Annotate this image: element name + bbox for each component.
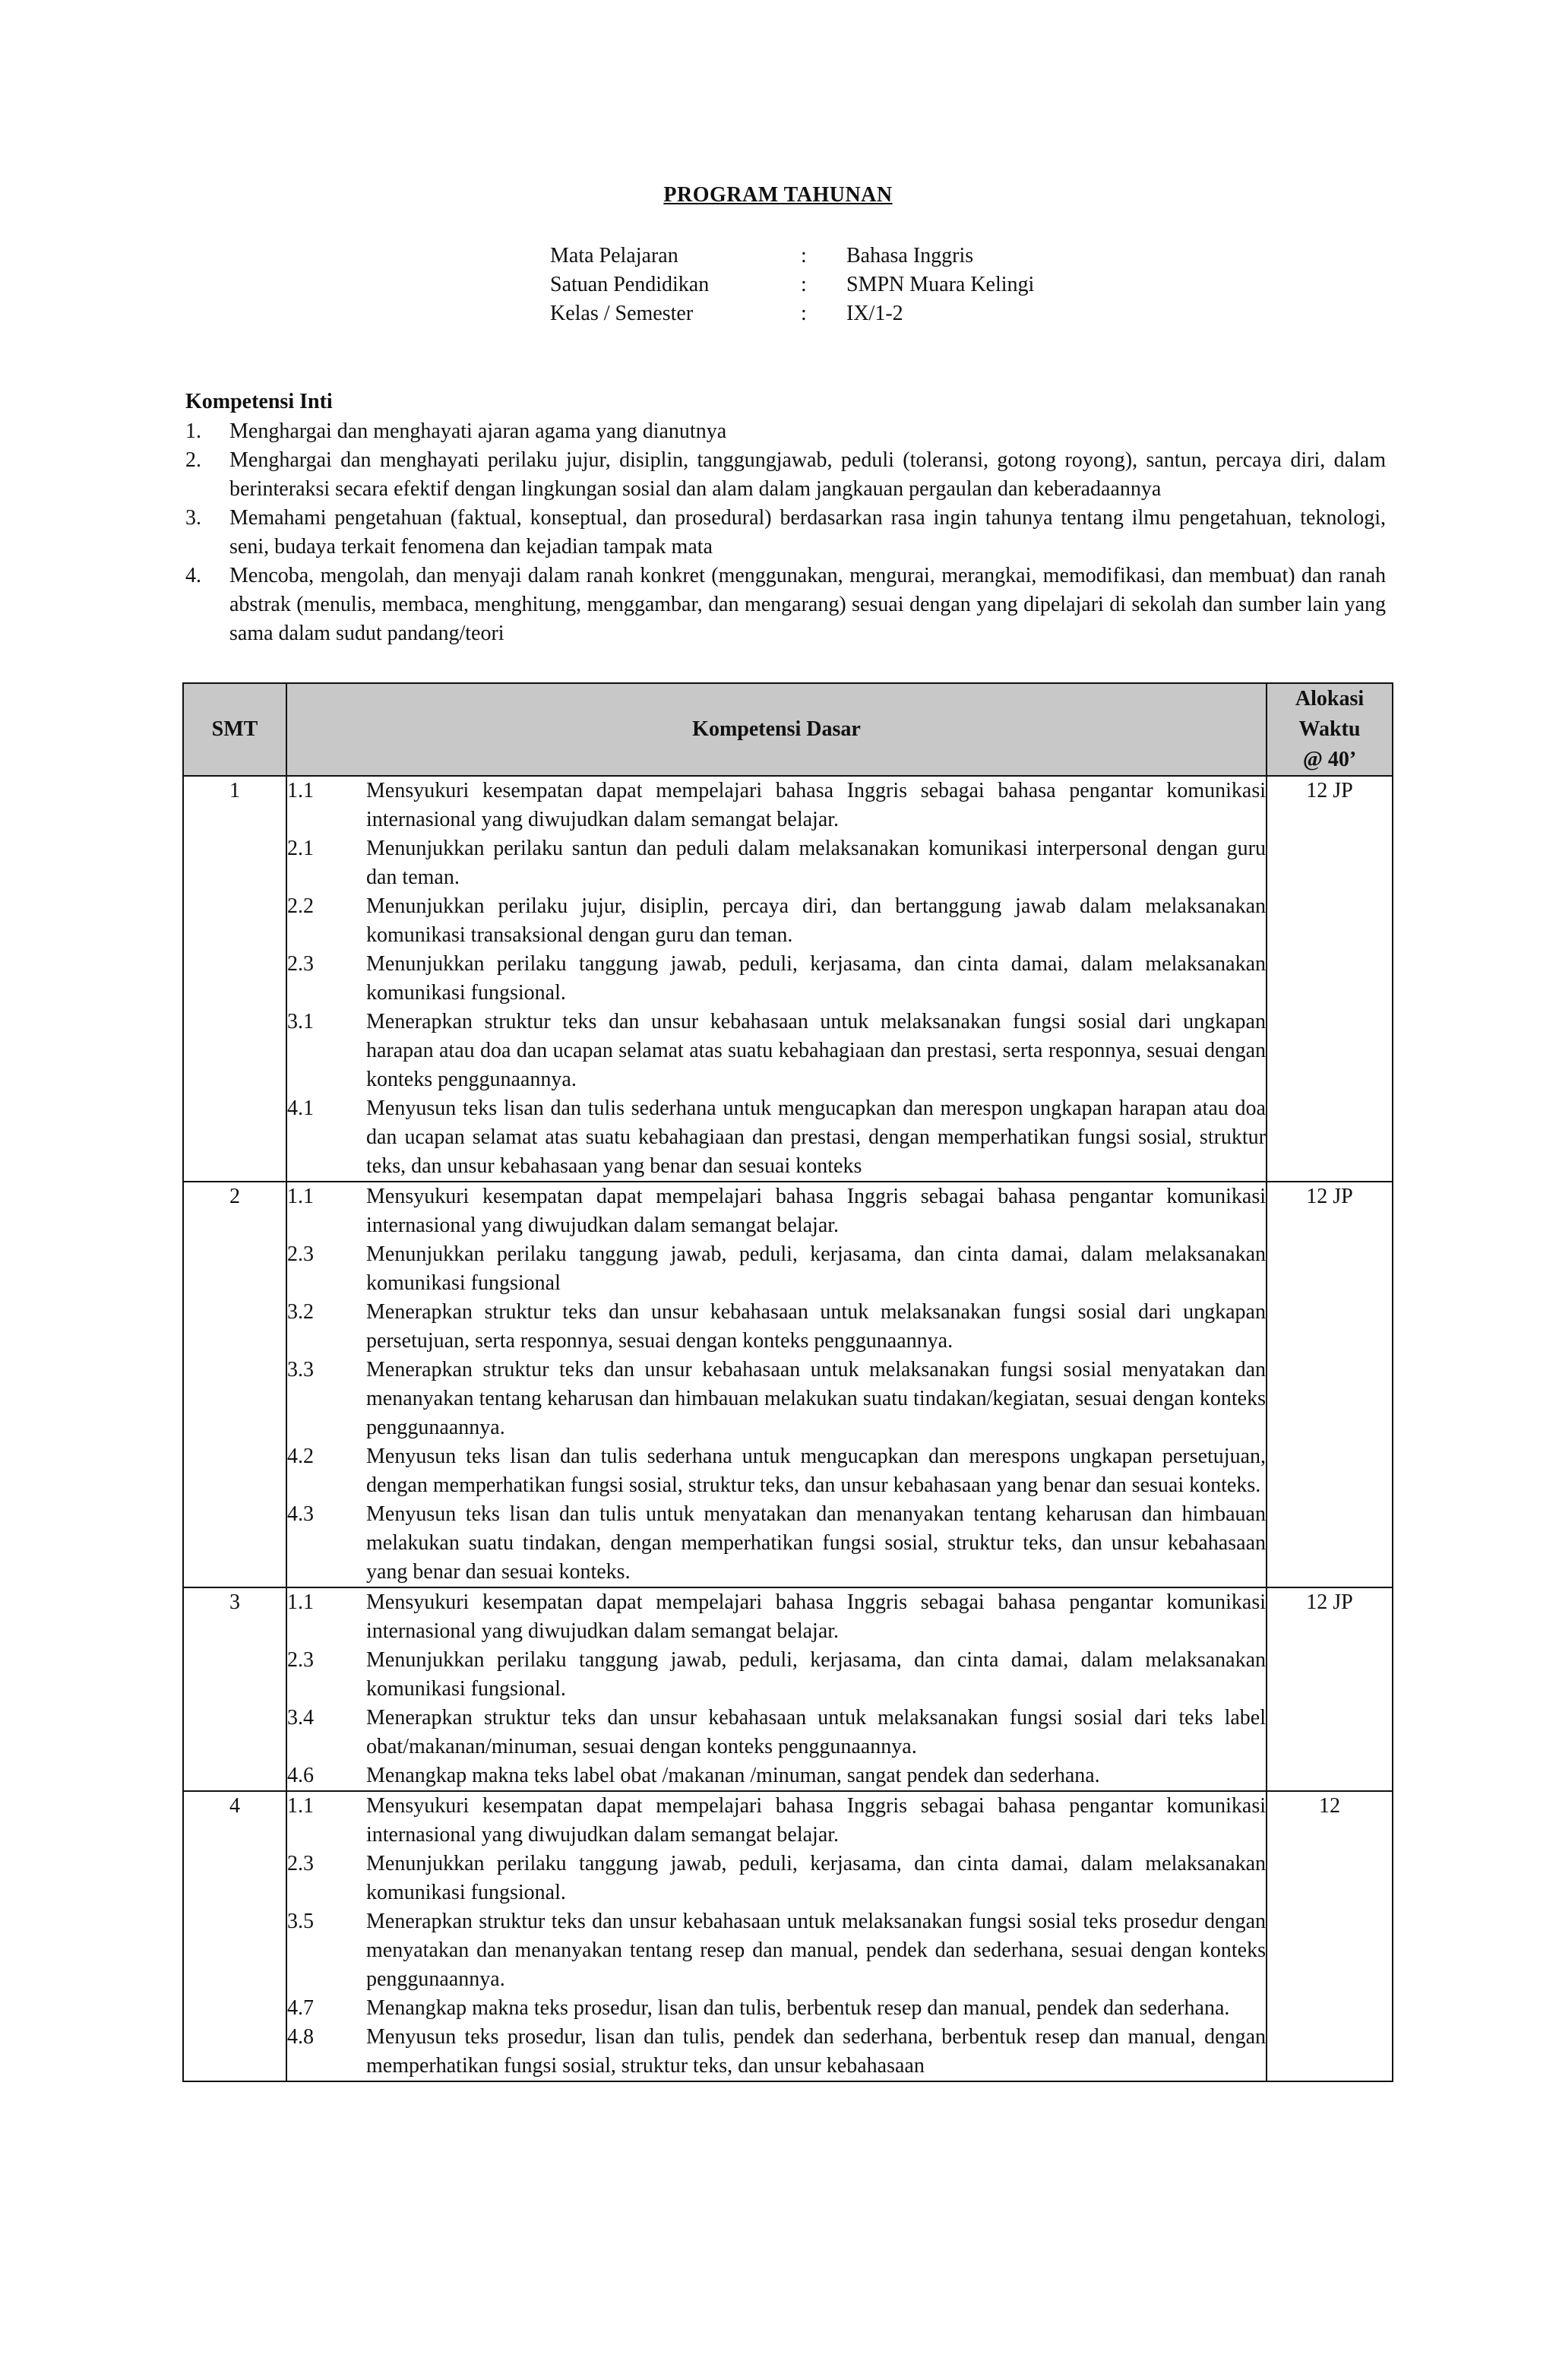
- kd-text: Menunjukkan perilaku tanggung jawab, peduli, kerjasama, dan cinta damai, dalam melaksanakan komunikasi fungsional.: [366, 952, 1266, 1005]
- identity-colon: :: [801, 273, 807, 296]
- page-title: PROGRAM TAHUNAN: [663, 183, 893, 207]
- kd-cell: [286, 1587, 1267, 1791]
- kompetensi-inti-list: [185, 417, 1386, 648]
- item-number: 4.: [185, 564, 201, 587]
- kd-text: Menangkap makna teks prosedur, lisan dan tulis, berbentuk resep dan manual, pendek dan sederhana.: [366, 1996, 1230, 2020]
- identity-label: Mata Pelajaran: [550, 244, 678, 267]
- kd-item: [287, 1500, 1266, 1587]
- identity-block: [550, 242, 1034, 328]
- kd-text: Menunjukkan perilaku tanggung jawab, peduli, kerjasama, dan cinta damai, dalam melaksanakan komunikasi fungsional.: [366, 1648, 1266, 1701]
- item-number: 1.: [185, 419, 201, 443]
- table-row: [183, 1587, 1393, 1791]
- kd-number: 2.3: [287, 952, 314, 976]
- item-text: Menghargai dan menghayati ajaran agama yang dianutnya: [229, 419, 727, 443]
- header-alokasi-line: Waktu: [1298, 717, 1361, 741]
- kd-item: [287, 834, 1266, 892]
- identity-colon: :: [801, 302, 807, 325]
- identity-value: IX/1-2: [846, 302, 903, 325]
- kd-item: [287, 1008, 1266, 1094]
- item-number: 2.: [185, 448, 201, 472]
- header-alokasi-waktu: [1267, 683, 1393, 776]
- identity-row: [550, 271, 1034, 299]
- kd-text: Menunjukkan perilaku jujur, disiplin, percaya diri, dan bertanggung jawab dalam melaksanakan komunikasi transaksional dengan guru dan teman.: [366, 894, 1266, 947]
- kd-number: 4.6: [287, 1764, 314, 1787]
- kd-item: [287, 1761, 1266, 1790]
- kd-number: 1.1: [287, 1185, 314, 1208]
- kd-item: [287, 1994, 1266, 2023]
- kd-item: [287, 1704, 1266, 1761]
- kd-number: 3.1: [287, 1010, 314, 1033]
- kd-number: 2.2: [287, 894, 314, 918]
- kd-item: [287, 1240, 1266, 1298]
- kd-number: 3.2: [287, 1300, 314, 1324]
- identity-label: Kelas / Semester: [550, 302, 694, 325]
- kd-cell: [286, 776, 1267, 1182]
- kd-item: [287, 1298, 1266, 1356]
- kd-number: 2.3: [287, 1242, 314, 1266]
- kd-text: Menunjukkan perilaku santun dan peduli dalam melaksanakan komunikasi interpersonal dengan guru dan teman.: [366, 837, 1266, 889]
- kompetensi-dasar-table: [182, 682, 1393, 2082]
- header-kompetensi-dasar: Kompetensi Dasar: [286, 683, 1267, 776]
- kd-number: 3.4: [287, 1706, 314, 1730]
- kd-text: Menunjukkan perilaku tanggung jawab, peduli, kerjasama, dan cinta damai, dalam melaksanakan komunikasi fungsional: [366, 1242, 1266, 1295]
- table-row: [183, 776, 1393, 1182]
- kd-item: [287, 777, 1266, 834]
- alokasi-cell: 12 JP: [1267, 1182, 1393, 1587]
- kd-item: [287, 2023, 1266, 2081]
- kd-item: [287, 1907, 1266, 1994]
- identity-value: SMPN Muara Kelingi: [846, 273, 1035, 296]
- kd-item: [287, 1792, 1266, 1850]
- kd-text: Menangkap makna teks label obat /makanan /minuman, sangat pendek dan sederhana.: [366, 1764, 1100, 1787]
- kd-item: [287, 892, 1266, 950]
- kd-text: Menyusun teks lisan dan tulis sederhana untuk mengucapkan dan merespons ungkapan persetujuan, dengan memperhatikan fungsi sosial, struktur teks, dan unsur kebahasaan yang benar dan sesuai konteks.: [366, 1445, 1266, 1497]
- kd-number: 3.5: [287, 1910, 314, 1933]
- semester-cell: 4: [183, 1791, 286, 2081]
- semester-cell: 3: [183, 1587, 286, 1791]
- kd-number: 4.2: [287, 1445, 314, 1468]
- alokasi-cell: 12 JP: [1267, 776, 1393, 1182]
- kd-number: 3.3: [287, 1358, 314, 1381]
- kd-text: Menerapkan struktur teks dan unsur kebahasaan untuk melaksanakan fungsi sosial menyatakan dan menanyakan tentang keharusan dan himbauan melakukan suatu tindakan/kegiatan, sesuai dengan konteks penggunaannya.: [366, 1358, 1266, 1439]
- kd-text: Mensyukuri kesempatan dapat mempelajari bahasa Inggris sebagai bahasa pengantar komunikasi internasional yang diwujudkan dalam semangat belajar.: [366, 1590, 1266, 1643]
- header-smt: SMT: [183, 683, 286, 776]
- kd-item: [287, 1442, 1266, 1500]
- kd-text: Menerapkan struktur teks dan unsur kebahasaan untuk melaksanakan fungsi sosial dari teks label obat/makanan/minuman, sesuai dengan konteks penggunaannya.: [366, 1706, 1266, 1758]
- kd-text: Menyusun teks prosedur, lisan dan tulis, pendek dan sederhana, berbentuk resep dan manual, dengan memperhatikan fungsi sosial, struktur teks, dan unsur kebahasaan: [366, 2025, 1266, 2078]
- kd-number: 1.1: [287, 779, 314, 802]
- kompetensi-inti-item: [185, 562, 1386, 648]
- kd-item: [287, 1646, 1266, 1704]
- table-header-row: [183, 683, 1393, 776]
- kompetensi-inti-item: [185, 446, 1386, 504]
- kd-text: Menerapkan struktur teks dan unsur kebahasaan untuk melaksanakan fungsi sosial dari ungkapan persetujuan, serta responnya, sesuai dengan konteks penggunaannya.: [366, 1300, 1266, 1353]
- item-text: Menghargai dan menghayati perilaku jujur, disiplin, tanggungjawab, peduli (toleransi, gotong royong), santun, percaya diri, dalam berinteraksi secara efektif dengan lingkungan sosial dan alam dalam jangkauan pergaulan dan keberadaannya: [229, 448, 1386, 501]
- kd-text: Menerapkan struktur teks dan unsur kebahasaan untuk melaksanakan fungsi sosial teks prosedur dengan menyatakan dan menanyakan tentang resep dan manual, pendek dan sederhana, sesuai dengan konteks penggunaannya.: [366, 1910, 1266, 1991]
- kompetensi-inti-heading: Kompetensi Inti: [185, 390, 333, 413]
- kd-number: 1.1: [287, 1794, 314, 1818]
- kd-text: Mensyukuri kesempatan dapat mempelajari bahasa Inggris sebagai bahasa pengantar komunikasi internasional yang diwujudkan dalam semangat belajar.: [366, 1185, 1266, 1237]
- kd-number: 4.1: [287, 1097, 314, 1120]
- kd-item: [287, 1588, 1266, 1646]
- kd-text: Mensyukuri kesempatan dapat mempelajari bahasa Inggris sebagai bahasa pengantar komunikasi internasional yang diwujudkan dalam semangat belajar.: [366, 1794, 1266, 1847]
- kd-text: Menyusun teks lisan dan tulis untuk menyatakan dan menanyakan tentang keharusan dan himbauan melakukan suatu tindakan, dengan memperhatikan fungsi sosial, struktur teks, dan unsur kebahasaan yang benar dan sesuai konteks.: [366, 1502, 1266, 1584]
- kd-item: [287, 1850, 1266, 1907]
- alokasi-cell: 12 JP: [1267, 1587, 1393, 1791]
- table-row: [183, 1791, 1393, 2081]
- item-text: Mencoba, mengolah, dan menyaji dalam ranah konkret (menggunakan, mengurai, merangkai, memodifikasi, dan membuat) dan ranah abstrak (menulis, membaca, menghitung, menggambar, dan mengarang) sesuai dengan yang dipelajari di sekolah dan sumber lain yang sama dalam sudut pandang/teori: [229, 564, 1386, 645]
- semester-cell: 1: [183, 776, 286, 1182]
- identity-value: Bahasa Inggris: [846, 244, 974, 267]
- kd-item: [287, 1356, 1266, 1442]
- kd-item: [287, 950, 1266, 1008]
- kd-number: 4.8: [287, 2025, 314, 2049]
- header-alokasi-line: Alokasi: [1295, 687, 1365, 711]
- kd-cell: [286, 1182, 1267, 1587]
- kd-text: Menerapkan struktur teks dan unsur kebahasaan untuk melaksanakan fungsi sosial dari ungkapan harapan atau doa dan ucapan selamat atas suatu kebahagiaan dan prestasi, serta responnya, sesuai dengan konteks penggunaannya.: [366, 1010, 1266, 1091]
- kd-number: 2.3: [287, 1648, 314, 1672]
- kd-number: 4.3: [287, 1502, 314, 1526]
- kd-number: 2.3: [287, 1852, 314, 1875]
- identity-row: [550, 242, 1034, 271]
- alokasi-cell: 12: [1267, 1791, 1393, 2081]
- table-row: [183, 1182, 1393, 1587]
- kd-number: 1.1: [287, 1590, 314, 1614]
- kd-cell: [286, 1791, 1267, 2081]
- identity-label: Satuan Pendidikan: [550, 273, 710, 296]
- identity-row: [550, 299, 1034, 328]
- kd-number: 4.7: [287, 1996, 314, 2020]
- item-number: 3.: [185, 506, 201, 530]
- kompetensi-inti-item: [185, 417, 1386, 446]
- kd-item: [287, 1182, 1266, 1240]
- kd-item: [287, 1094, 1266, 1181]
- kompetensi-inti-item: [185, 504, 1386, 562]
- identity-colon: :: [801, 244, 807, 267]
- kd-text: Mensyukuri kesempatan dapat mempelajari bahasa Inggris sebagai bahasa pengantar komunikasi internasional yang diwujudkan dalam semangat belajar.: [366, 779, 1266, 831]
- item-text: Memahami pengetahuan (faktual, konseptual, dan prosedural) berdasarkan rasa ingin tahunya tentang ilmu pengetahuan, teknologi, seni, budaya terkait fenomena dan kejadian tampak mata: [229, 506, 1386, 559]
- header-alokasi-line: @ 40’: [1302, 748, 1357, 771]
- kd-number: 2.1: [287, 837, 314, 860]
- kd-text: Menunjukkan perilaku tanggung jawab, peduli, kerjasama, dan cinta damai, dalam melaksanakan komunikasi fungsional.: [366, 1852, 1266, 1904]
- kd-text: Menyusun teks lisan dan tulis sederhana untuk mengucapkan dan merespon ungkapan harapan atau doa dan ucapan selamat atas suatu kebahagiaan dan prestasi, dengan memperhatikan fungsi sosial, struktur teks, dan unsur kebahasaan yang benar dan sesuai konteks: [366, 1097, 1266, 1178]
- semester-cell: 2: [183, 1182, 286, 1587]
